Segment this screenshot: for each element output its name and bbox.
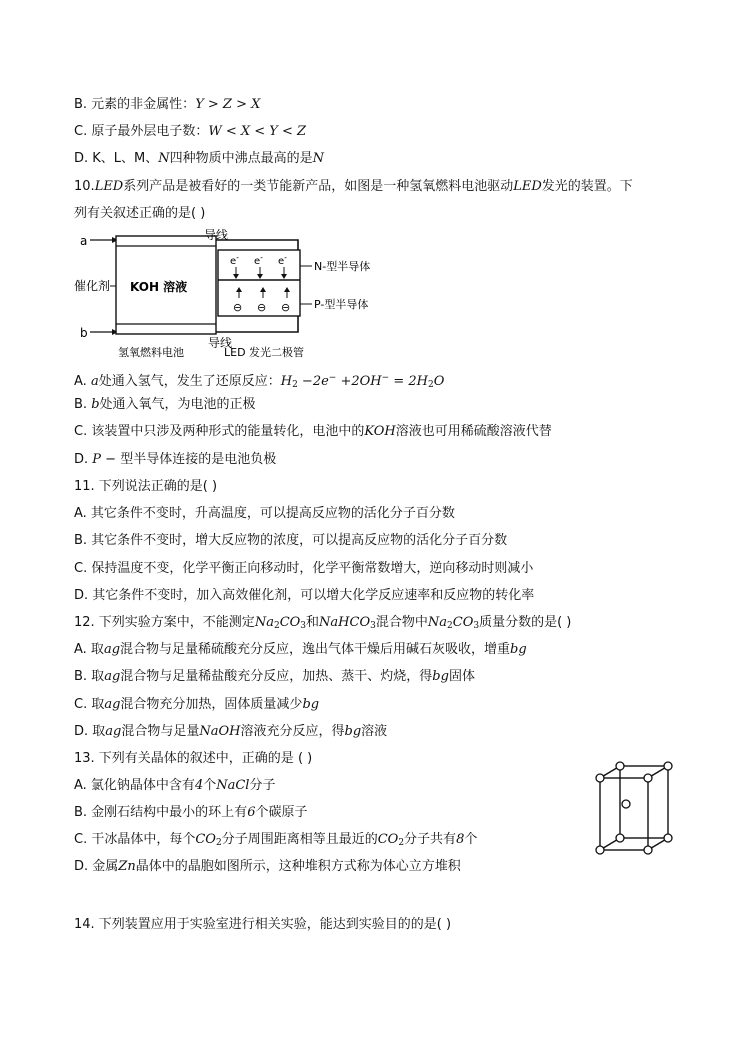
formula-part: Na — [427, 615, 448, 630]
question-text: 发光的装置。下 — [541, 179, 633, 194]
option-text: C. 该装置中只涉及两种形式的能量转化，电池中的 — [74, 424, 365, 439]
electron-3: e- — [278, 253, 288, 267]
math-var: bg — [510, 642, 527, 657]
electron-1: e- — [230, 253, 240, 267]
option-text: 混合物与足量稀硫酸充分反应，逸出气体干燥后用碱石灰吸收，增重 — [120, 642, 511, 657]
q13-option-d — [74, 858, 461, 876]
math-expression: W < X < Y < Z — [208, 124, 307, 139]
option-text: 混合物与足量稀盐酸充分反应，加热、蒸干、灼烧，得 — [120, 669, 433, 684]
math-var: bg — [432, 669, 449, 684]
math-var: ag — [104, 669, 121, 684]
math-var: N — [158, 151, 170, 166]
hole-1: ⊖ — [233, 301, 243, 314]
option-text: 混合物与足量 — [121, 724, 200, 739]
unit-cell-figure — [590, 758, 680, 858]
math-var: NaOH — [199, 724, 241, 739]
q12-stem — [74, 614, 571, 635]
question-text: 混合物中 — [375, 615, 428, 630]
formula-part: H — [280, 374, 293, 389]
p-type-label: P-型半导体 — [314, 298, 369, 311]
math-var: Zn — [118, 859, 136, 874]
superscript: − — [328, 373, 337, 383]
q12-option-a — [74, 641, 527, 659]
formula-part: NaHCO — [319, 615, 371, 630]
option-text: 分子共有 — [404, 832, 457, 847]
math-var: N — [312, 151, 325, 166]
question-text: 11. 下列说法正确的是( ) — [74, 479, 218, 494]
hole-2: ⊖ — [257, 301, 267, 314]
fuel-cell-led-figure — [74, 228, 414, 363]
option-text: 晶体中的晶胞如图所示，这种堆积方式称为体心立方堆积 — [135, 859, 461, 874]
option-text: D. 取 — [74, 724, 106, 739]
catalyst-label: 催化剂 — [74, 279, 111, 293]
math-var: LED — [94, 179, 124, 194]
q13-option-a — [74, 777, 275, 795]
formula-part: Na — [254, 615, 274, 630]
subscript: 3 — [370, 621, 376, 631]
q11-stem — [74, 478, 217, 496]
question-text: 12. 下列实验方案中，不能测定 — [74, 615, 255, 630]
option-text: D. K、L、M、 — [74, 151, 159, 166]
option-text: 处通入氢气，发生了还原反应： — [98, 374, 281, 389]
q10-stem-line2 — [74, 205, 205, 223]
question-text: 14. 下列装置应用于实验室进行相关实验，能达到实验目的的是( ) — [74, 917, 452, 932]
question-text: 列有关叙述正确的是( ) — [74, 206, 206, 221]
q14-stem — [74, 916, 451, 934]
q10-option-c — [74, 423, 552, 441]
math-var: a — [90, 374, 99, 389]
q11-option-c — [74, 560, 533, 578]
option-label: B. — [74, 397, 92, 412]
q9-option-c — [74, 123, 306, 141]
math-var: b — [91, 397, 100, 412]
q12-option-b — [74, 668, 475, 686]
q11-option-a — [74, 505, 455, 523]
option-text: C. 保持温度不变，化学平衡正向移动时，化学平衡常数增大，逆向移动时则减小 — [74, 561, 534, 576]
hole-3: ⊖ — [281, 301, 291, 314]
math-var: 4 — [194, 778, 204, 793]
option-text: C. 取 — [74, 697, 105, 712]
math-var: ag — [104, 697, 121, 712]
q11-option-b — [74, 532, 507, 550]
q12-option-d — [74, 723, 387, 741]
q13-option-b — [74, 804, 307, 822]
math-var: bg — [344, 724, 362, 739]
wire-top-label: 导线 — [204, 228, 229, 242]
question-text: 13. 下列有关晶体的叙述中，正确的是 ( ) — [74, 751, 313, 766]
q10-stem — [74, 178, 633, 196]
q13-option-c — [74, 831, 477, 852]
math-expression: Y > Z > X — [195, 97, 261, 112]
subscript: 2 — [292, 380, 298, 390]
option-text: A. 其它条件不变时，升高温度，可以提高反应物的活化分子百分数 — [74, 506, 455, 521]
electron-2: e- — [254, 253, 264, 267]
option-text: 溶液充分反应，得 — [240, 724, 345, 739]
q10-option-b — [74, 396, 256, 414]
option-text: C. 原子最外层电子数： — [74, 124, 209, 139]
question-number: 10. — [74, 179, 95, 194]
option-text: B. 金刚石结构中最小的环上有 — [74, 805, 248, 820]
q11-option-d — [74, 587, 534, 605]
option-text: A. 氯化钠晶体中含有 — [74, 778, 195, 793]
option-text: B. 元素的非金属性： — [74, 97, 196, 112]
formula-part: CO — [377, 832, 399, 847]
option-text: 个碳原子 — [255, 805, 308, 820]
subscript: 2 — [447, 621, 453, 631]
koh-solution-label: KOH 溶液 — [130, 280, 188, 294]
wire-bottom-label: 导线 — [208, 336, 233, 350]
math-var: P — [92, 452, 102, 467]
option-text: 溶液也可用稀硫酸溶液代替 — [395, 424, 552, 439]
math-var: LED — [513, 179, 542, 194]
math-var: 6 — [247, 805, 256, 820]
led-caption: LED 发光二极管 — [224, 346, 305, 359]
math-var: 8 — [456, 832, 465, 847]
formula-part: CO — [195, 832, 216, 847]
q12-option-c — [74, 696, 319, 714]
option-text: C. 干冰晶体中，每个 — [74, 832, 196, 847]
q10-option-a — [74, 369, 444, 394]
option-text: 溶液 — [361, 724, 388, 739]
option-text: D. 其它条件不变时，加入高效催化剂，可以增大化学反应速率和反应物的转化率 — [74, 588, 535, 603]
q9-option-b — [74, 96, 260, 114]
formula-part: CO — [452, 615, 474, 630]
option-text: 个 — [464, 832, 478, 847]
option-text: 混合物充分加热，固体质量减少 — [120, 697, 303, 712]
superscript: − — [381, 373, 390, 383]
subscript: 2 — [398, 838, 405, 848]
option-text: 固体 — [448, 669, 475, 684]
option-text: 分子周围距离相等且最近的 — [221, 832, 378, 847]
q13-stem — [74, 750, 312, 768]
option-label: D. — [74, 452, 93, 467]
math-var: NaCl — [216, 778, 250, 793]
subscript: 2 — [273, 621, 280, 631]
question-text: 和 — [306, 615, 320, 630]
option-label: A. — [74, 374, 91, 389]
fuel-cell-caption: 氢氧燃料电池 — [118, 346, 184, 359]
option-text: 四种物质中沸点最高的是 — [169, 151, 313, 166]
option-text: A. 取 — [74, 642, 104, 657]
option-text: D. 金属 — [74, 859, 119, 874]
math-var: bg — [302, 697, 320, 712]
subscript: 3 — [300, 621, 307, 631]
formula-part: = 2H — [389, 374, 428, 389]
n-type-label: N-型半导体 — [314, 260, 371, 273]
option-text: B. 其它条件不变时，增大反应物的浓度，可以提高反应物的活化分子百分数 — [74, 533, 508, 548]
option-text: B. 取 — [74, 669, 105, 684]
formula-part: CO — [279, 615, 301, 630]
math-var: KOH — [364, 424, 396, 439]
question-text: 质量分数的是( ) — [479, 615, 572, 630]
subscript: 3 — [473, 621, 480, 631]
option-text: − 型半导体连接的是电池负极 — [101, 452, 277, 467]
subscript: 2 — [215, 838, 222, 848]
question-text: 系列产品是被看好的一类节能新产品，如图是一种氢氧燃料电池驱动 — [123, 179, 514, 194]
label-b: b — [80, 326, 88, 340]
formula-part: +2OH — [336, 374, 382, 389]
formula-part: O — [433, 374, 445, 389]
option-text: 个 — [203, 778, 217, 793]
label-a: a — [80, 234, 88, 248]
q10-option-d — [74, 451, 276, 469]
math-var: ag — [103, 642, 121, 657]
option-text: 处通入氧气，为电池的正极 — [99, 397, 256, 412]
q9-option-d — [74, 150, 324, 168]
subscript: 2 — [427, 380, 434, 390]
math-var: ag — [105, 724, 122, 739]
formula-part: −2e — [297, 374, 329, 389]
option-text: 分子 — [249, 778, 276, 793]
